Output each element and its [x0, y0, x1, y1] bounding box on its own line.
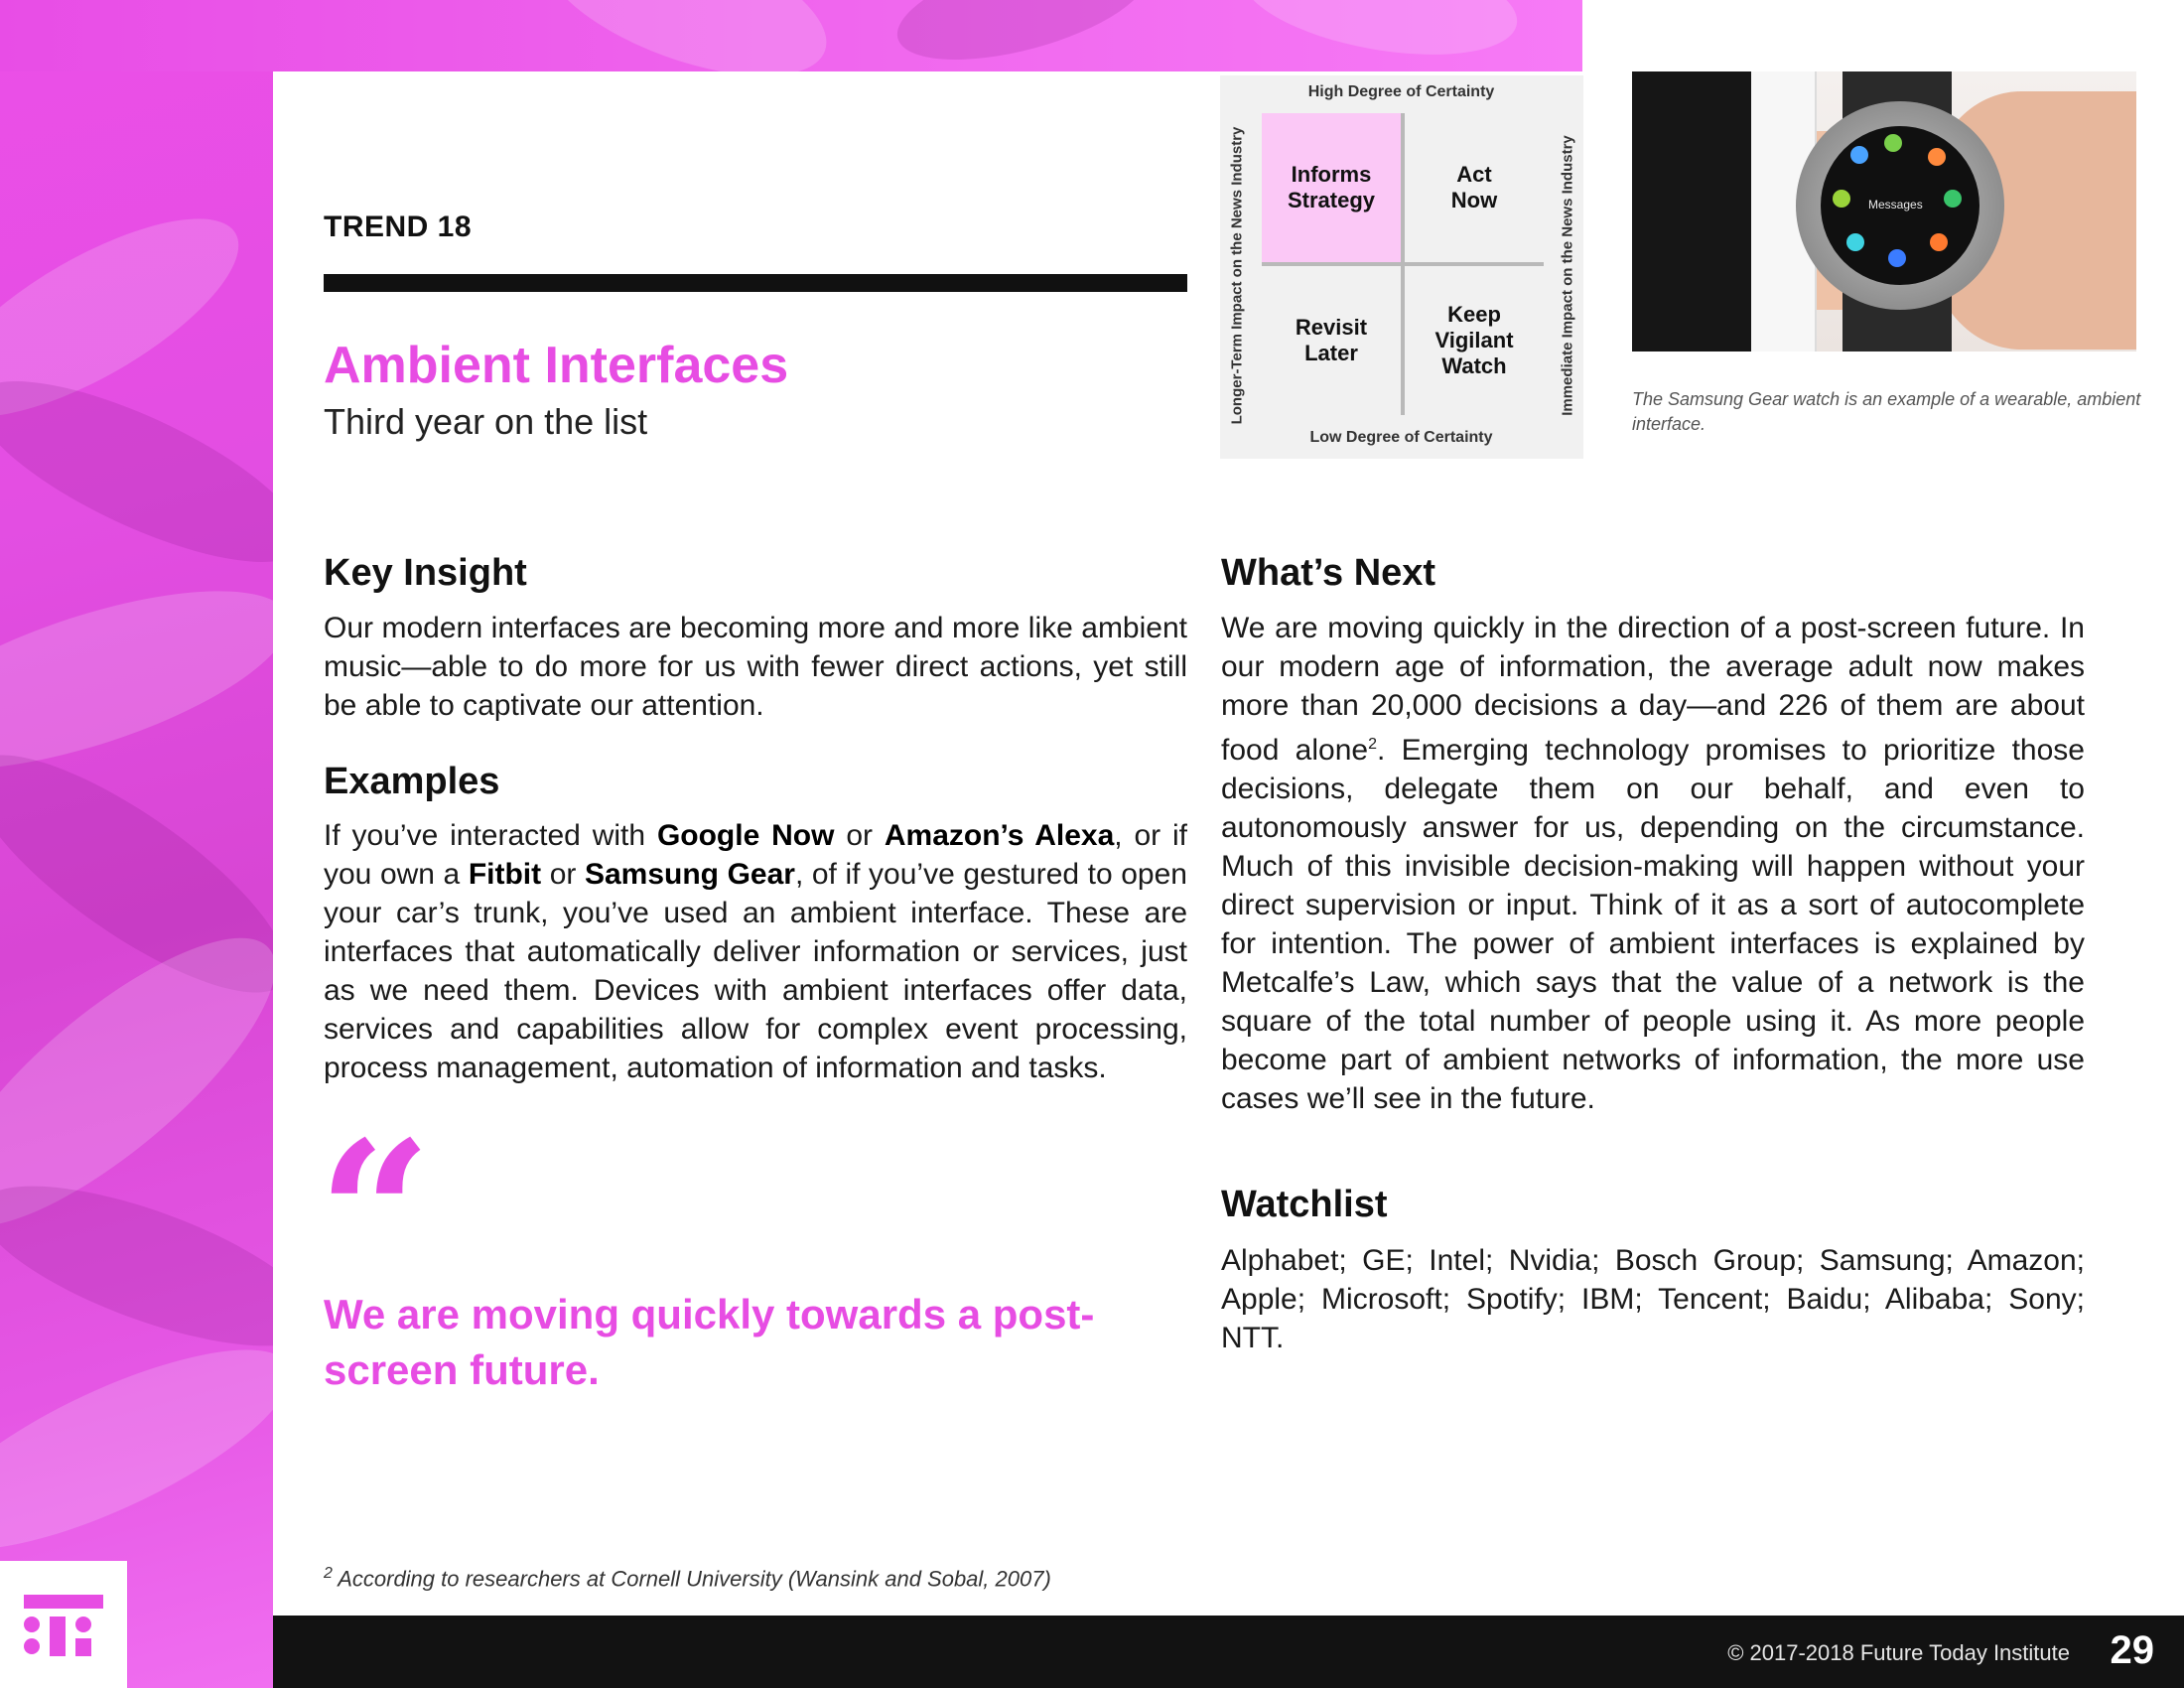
matrix-grid	[1262, 113, 1544, 415]
page-subtitle: Third year on the list	[324, 401, 648, 442]
matrix-bottom-label: Low Degree of Certainty	[1309, 429, 1493, 446]
footnote-number: 2	[324, 1565, 333, 1582]
quote-mark-icon: “	[318, 1098, 433, 1332]
page-number: 29	[2110, 1628, 2154, 1672]
examples-heading: Examples	[324, 761, 500, 802]
matrix-cell-keep-vigilant-watch: Keep Vigilant Watch	[1434, 302, 1514, 378]
footnote-reference: 2	[1368, 736, 1377, 753]
matrix-cell-informs-strategy: Informs Strategy	[1262, 113, 1401, 262]
fitbit-term: Fitbit	[468, 858, 542, 891]
examples-text: If you’ve interacted with Google Now or Amazon’s Alexa, or if you own a Fitbit or Samsung Gear, of if you’ve gestured to open your car’s trunk, you’ve used an ambient interface. These are interfaces that automatically deliver information or services, just as we need them. Devices with ambient interfaces offer data, services and capabilities allow for complex event processing, process management, automation of information and tasks.	[324, 819, 1187, 1084]
google-now-term: Google Now	[656, 819, 835, 852]
key-insight-text: Our modern interfaces are becoming more and more like ambient music—able to do more for us with fewer direct actions, yet still be able to captivate our attention.	[324, 612, 1187, 722]
trend-divider-bar	[324, 274, 1187, 292]
top-decorative-background	[0, 0, 1582, 71]
matrix-right-axis-label: Immediate Impact on the News Industry	[1559, 135, 1576, 416]
future-today-institute-logo-icon	[0, 1561, 127, 1688]
left-decorative-background	[0, 0, 273, 1688]
matrix-top-label: High Degree of Certainty	[1307, 83, 1495, 100]
trend-number-label: TREND 18	[324, 211, 473, 243]
watchlist-heading: Watchlist	[1221, 1184, 1388, 1225]
matrix-cell-act-now: Act Now	[1450, 162, 1498, 212]
samsung-gear-term: Samsung Gear	[584, 858, 795, 891]
watchlist-text: Alphabet; GE; Intel; Nvidia; Bosch Group; Samsung; Amazon; Apple; Microsoft; Spotify; IBM; Tencent; Baidu; Alibaba; Sony; NTT.	[1221, 1244, 2085, 1354]
certainty-impact-matrix	[1220, 75, 1583, 459]
copyright-text: © 2017-2018 Future Today Institute	[1727, 1640, 2070, 1665]
whats-next-heading: What’s Next	[1221, 552, 1436, 594]
watch-screen-text: Messages	[1868, 198, 1923, 211]
pull-quote: We are moving quickly towards a post-screen future.	[324, 1291, 1095, 1393]
footnote: $^2$ According to researchers at Cornell University (Wansink and Sobal, 2007)	[324, 1565, 1051, 1592]
photo-caption: The Samsung Gear watch is an example of a wearable, ambient interface.	[1632, 389, 2141, 434]
watch-app-icons	[1821, 126, 1979, 285]
page-title: Ambient Interfaces	[324, 337, 789, 394]
matrix-left-axis-label: Longer-Term Impact on the News Industry	[1228, 126, 1246, 425]
key-insight-heading: Key Insight	[324, 552, 527, 594]
samsung-gear-watch-photo	[1632, 71, 2136, 352]
matrix-cell-revisit-later: Revisit Later	[1295, 315, 1368, 365]
whats-next-text: We are moving quickly in the direction of a post-screen future. In our modern age of information, the average adult now makes more than 20,000 decisions a day—and 226 of them are about food alone$^2$. Emerging technology promises to prioritize those decisions, delegate them on our behalf, and even to autonomously answer for us, depending on the circumstance. Much of this invisible decision-making will happen without your direct supervision or input. Think of it as a sort of autocomplete for intention. The power of ambient interfaces is explained by Metcalfe’s Law, which says that the value of a network is the square of the total number of people using it. As more people become part of ambient networks of information, the more use cases we’ll see in the future.	[1221, 612, 2085, 1115]
matrix-horizontal-divider	[1262, 262, 1544, 266]
amazon-alexa-term: Amazon’s Alexa	[884, 819, 1115, 852]
